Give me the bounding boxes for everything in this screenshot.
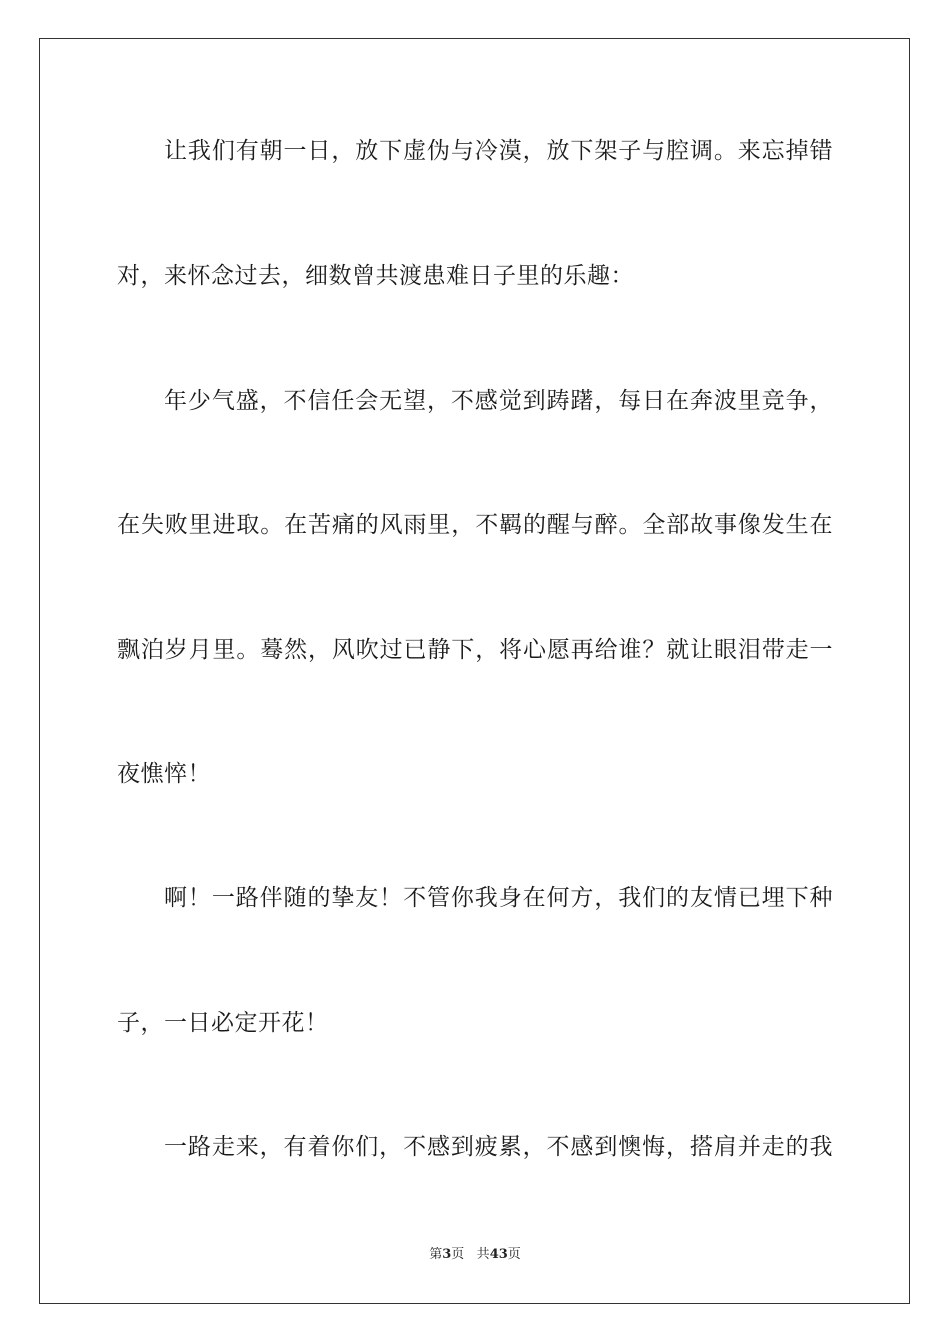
paragraph-line: 让我们有朝一日，放下虚伪与冷漠，放下架子与腔调。来忘掉错 xyxy=(164,138,833,164)
paragraph-line: 啊！一路伴随的挚友！不管你我身在何方，我们的友情已埋下种 xyxy=(164,885,833,911)
paragraph-line: 子，一日必定开花！ xyxy=(117,1010,329,1036)
paragraph-line: 对，来怀念过去，细数曾共渡患难日子里的乐趣： xyxy=(117,263,634,289)
paragraph-line: 在失败里进取。在苦痛的风雨里，不羁的醒与醉。全部故事像发生在 xyxy=(117,512,833,538)
page-suffix: 页 xyxy=(451,1247,465,1262)
total-pages: 43 xyxy=(489,1247,508,1262)
paragraph-line: 一路走来，有着你们，不感到疲累，不感到懊悔，搭肩并走的我 xyxy=(164,1134,833,1160)
paragraph-line: 夜憔悴！ xyxy=(117,761,211,787)
page-prefix: 第 xyxy=(429,1247,443,1262)
page-footer xyxy=(0,1246,950,1264)
total-suffix: 页 xyxy=(507,1247,521,1262)
page-number: 3 xyxy=(442,1247,452,1262)
paragraph-line: 飘泊岁月里。蓦然，风吹过已静下，将心愿再给谁？就让眼泪带走一 xyxy=(117,637,833,663)
total-prefix: 共 xyxy=(476,1247,490,1262)
page-border xyxy=(39,38,910,1304)
paragraph-line: 年少气盛，不信任会无望，不感觉到踌躇，每日在奔波里竞争， xyxy=(164,388,833,414)
